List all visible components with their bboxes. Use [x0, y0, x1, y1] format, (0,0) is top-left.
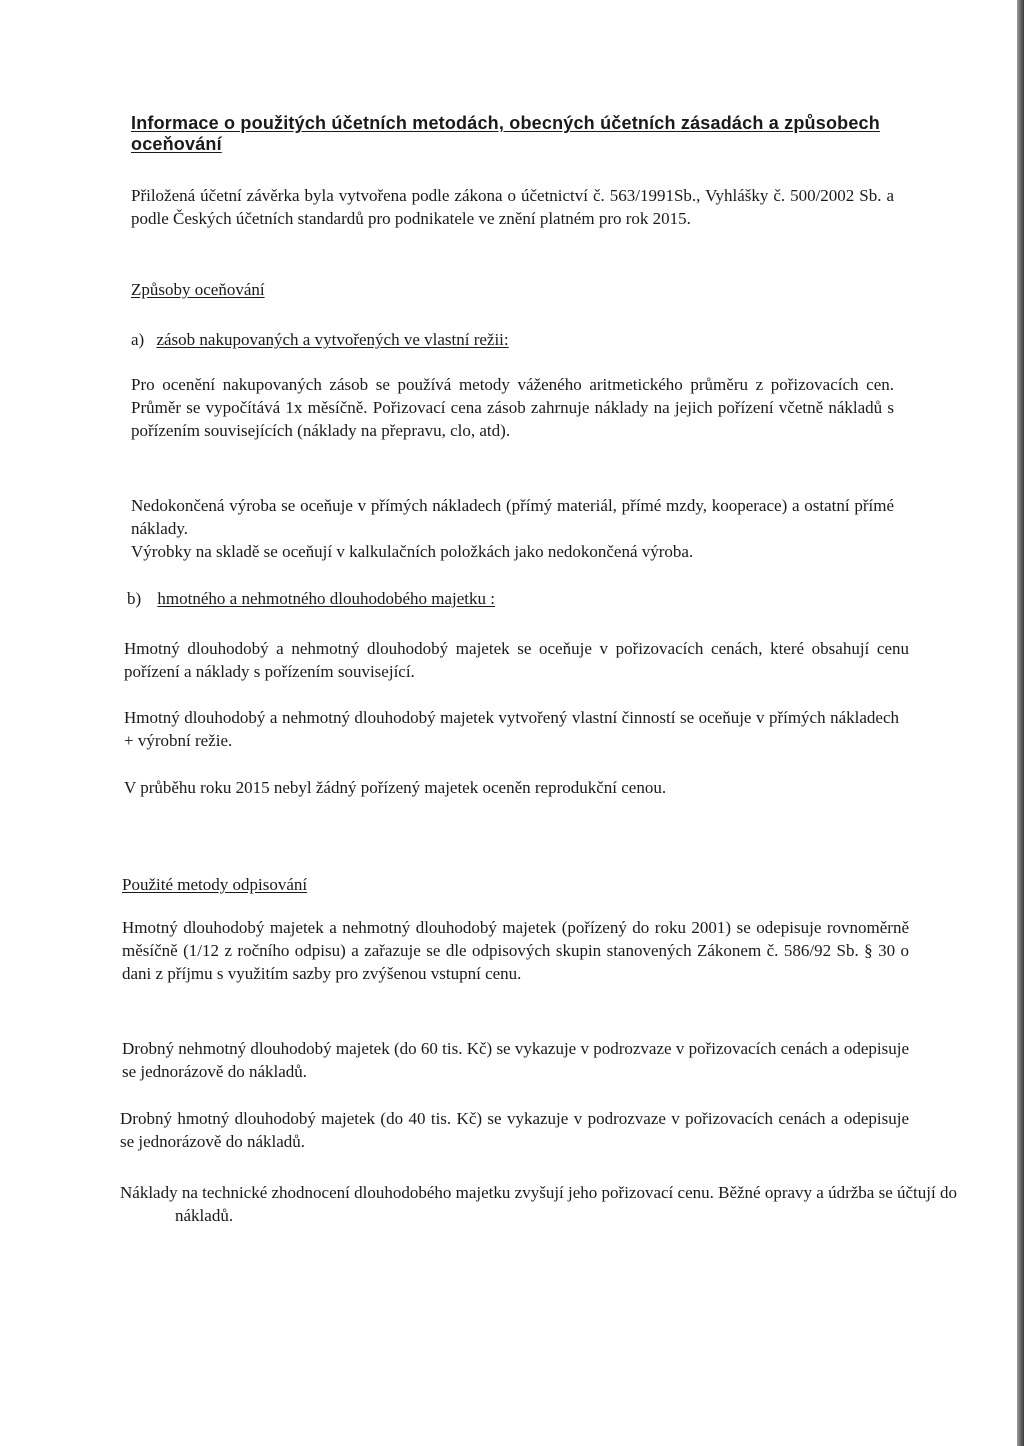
section-b-paragraph-1: Hmotný dlouhodobý a nehmotný dlouhodobý majetek se oceňuje v pořizovacích cenách, které obsahují cenu pořízení a náklady s pořízením související.	[124, 639, 909, 681]
section-b-paragraph-3: V průběhu roku 2015 nebyl žádný pořízený majetek oceněn reprodukční cenou.	[124, 778, 667, 797]
scan-edge-shadow	[1017, 0, 1024, 1446]
depreciation-paragraph-1: Hmotný dlouhodobý majetek a nehmotný dlouhodobý majetek (pořízený do roku 2001) se odepisuje rovnoměrně měsíčně (1/12 z ročního odpisu) a zařazuje se dle odpisových skupin stanovených Zákonem č. 586/92 Sb. § 30 o dani z příjmu s využitím sazby pro zvýšenou vstupní cenu.	[122, 918, 909, 983]
section-a-paragraph-1: Pro ocenění nakupovaných zásob se používá metody váženého aritmetického průměru z pořizovacích cen. Průměr se vypočítává 1x měsíčně. Pořizovací cena zásob zahrnuje náklady na jejich pořízení včetně nákladů s pořízením souvisejících (náklady na přepravu, clo, atd).	[131, 375, 894, 440]
section-b-title: hmotného a nehmotného dlouhodobého majetku :	[157, 589, 495, 608]
section-a-paragraph-2: Nedokončená výroba se oceňuje v přímých nákladech (přímý materiál, přímé mzdy, kooperace) a ostatní přímé náklady.	[131, 496, 894, 538]
depreciation-paragraph-4: Náklady na technické zhodnocení dlouhodobého majetku zvyšují jeho pořizovací cenu. Běžné opravy a údržba se účtují do nákladů.	[120, 1183, 957, 1225]
section-a-marker: a)	[131, 330, 145, 349]
section-b-paragraph-2: Hmotný dlouhodobý a nehmotný dlouhodobý majetek vytvořený vlastní činností se oceňuje v přímých nákladech + výrobní režie.	[124, 708, 899, 750]
depreciation-paragraph-2: Drobný nehmotný dlouhodobý majetek (do 60 tis. Kč) se vykazuje v podrozvaze v pořizovacích cenách a odepisuje se jednorázově do nákladů.	[122, 1039, 909, 1081]
section-b-marker: b)	[127, 589, 142, 608]
depreciation-paragraph-3: Drobný hmotný dlouhodobý majetek (do 40 tis. Kč) se vykazuje v podrozvaze v pořizovacích cenách a odepisuje se jednorázově do nákladů.	[120, 1109, 909, 1151]
section-a-paragraph-3: Výrobky na skladě se oceňují v kalkulačních položkách jako nedokončená výroba.	[131, 542, 694, 561]
document-title: Informace o použitých účetních metodách, obecných účetních zásadách a způsobech oceňování	[131, 113, 880, 154]
section-a-heading	[131, 328, 509, 351]
section-a-title: zásob nakupovaných a vytvořených ve vlastní režii:	[156, 330, 509, 349]
depreciation-heading: Použité metody odpisování	[122, 875, 308, 894]
valuation-heading: Způsoby oceňování	[131, 280, 265, 299]
section-b-heading	[127, 587, 495, 610]
intro-paragraph: Přiložená účetní závěrka byla vytvořena podle zákona o účetnictví č. 563/1991Sb., Vyhlášky č. 500/2002 Sb. a podle Českých účetních standardů pro podnikatele ve znění platném pro rok 2015.	[131, 186, 894, 228]
